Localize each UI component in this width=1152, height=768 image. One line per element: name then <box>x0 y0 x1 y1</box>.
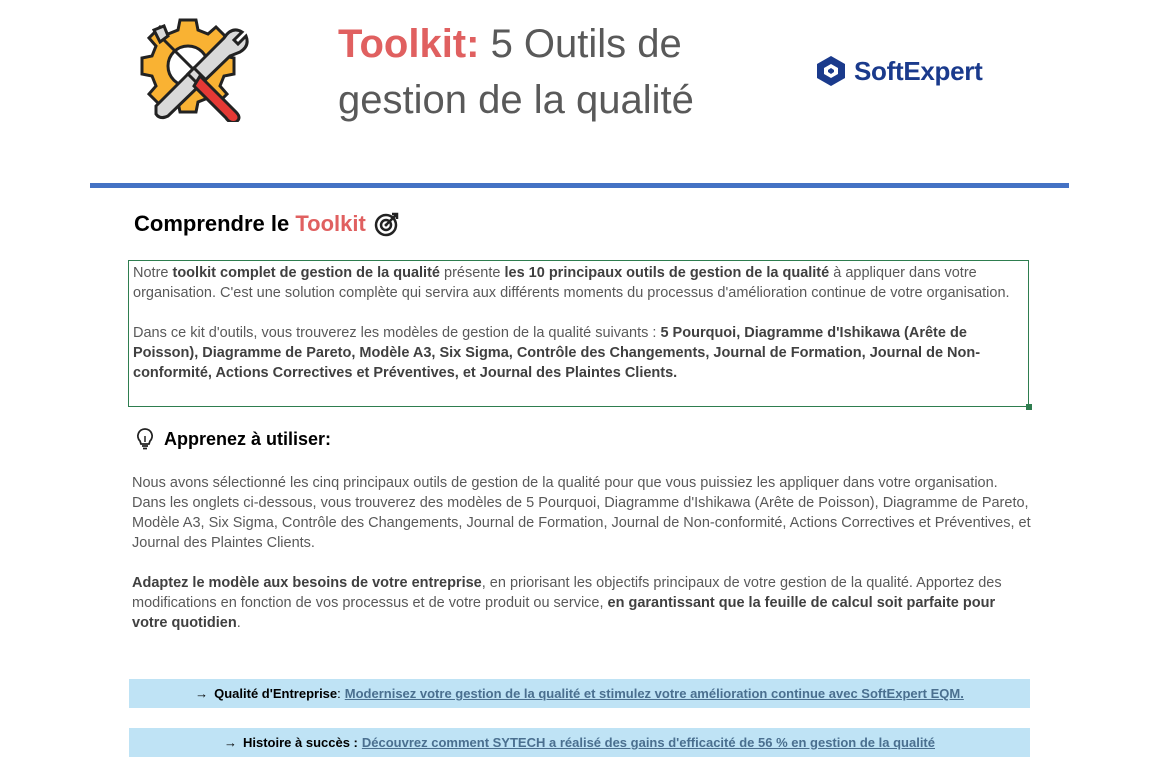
learn-text-c: en garantissant que la feuille de calcul soit parfaite pour votre quotidien <box>132 595 996 631</box>
intro-text-d: les 10 principaux outils de gestion de la qualité <box>504 265 830 281</box>
learn-paragraph-1: Nous avons sélectionné les cinq principaux outils de gestion de la qualité pour que vous puissiez les appliquer dans votre organisation. Dans les onglets ci-dessous, vous trouverez des modèles de 5 Pourquoi, Diagramme d'Ishikawa (Arête de Poisson), Diagramme de Pareto, Modèle A3, Six Sigma, Contrôle des Changements, Journal de Formation, Journal de Non-conformité, Actions Correctives et Préventives, et Journal des Plaintes Clients. <box>132 475 1031 551</box>
section-heading-learn <box>136 428 331 450</box>
section-heading-understand <box>134 211 400 237</box>
banner-enterprise-quality <box>129 679 1030 708</box>
templates-text-a: Dans ce kit d'outils, vous trouverez les modèles de gestion de la qualité suivants : <box>133 325 661 341</box>
title-line1: 5 Outils de <box>479 22 682 66</box>
learn-body <box>132 473 1032 633</box>
target-icon <box>374 211 400 237</box>
learn-text-a: Adaptez le modèle aux besoins de votre entreprise <box>132 575 482 591</box>
templates-paragraph <box>133 323 1024 383</box>
intro-paragraph <box>133 263 1024 303</box>
learn-text-b: , en priorisant les objectifs principaux de votre gestion de la qualité. Apportez des modifications en fonction de vos processus et de votre produit ou service, <box>132 575 1002 611</box>
intro-text-e: à appliquer dans votre organisation. C'est une solution complète qui servira aux différents moments du processus d'amélioration continue de votre organisation. <box>133 265 1010 301</box>
header-divider <box>90 183 1069 188</box>
intro-text-b: toolkit complet de gestion de la qualité <box>172 265 440 281</box>
heading-accent: Toolkit <box>295 211 366 236</box>
arrow-icon: → <box>223 735 237 750</box>
banner-separator: : <box>337 686 341 701</box>
learn-paragraph-2 <box>132 573 1032 633</box>
banner-link-sytech[interactable]: Découvrez comment SYTECH a réalisé des gains d'efficacité de 56 % en gestion de la qualité <box>361 735 935 750</box>
banner-success-story <box>129 728 1030 757</box>
title-line2: gestion de la qualité <box>338 78 694 122</box>
banner-label: Qualité d'Entreprise <box>214 686 338 701</box>
templates-text-b: 5 Pourquoi, Diagramme d'Ishikawa (Arête de Poisson), Diagramme de Pareto, Modèle A3, Six Sigma, Contrôle des Changements, Journal de Formation, Journal de Non-conformité, Actions Correctives et Préventives, et Journal des Plaintes Clients. <box>133 325 981 381</box>
brand-logo <box>814 54 982 88</box>
heading-prefix: Comprendre le <box>134 211 296 236</box>
cell-fill-handle[interactable] <box>1026 404 1032 410</box>
lightbulb-icon <box>136 428 154 450</box>
brand-name: SoftExpert <box>854 55 983 86</box>
intro-text-c: présente <box>439 265 505 281</box>
gear-wrench-screwdriver-icon <box>138 14 250 122</box>
banner-label: Histoire à succès : <box>242 735 358 750</box>
arrow-icon: → <box>195 686 209 701</box>
learn-text-d: . <box>236 615 241 631</box>
selected-cell-intro[interactable] <box>128 260 1029 407</box>
softexpert-hexagon-logo <box>814 54 848 88</box>
title-accent: Toolkit: <box>338 22 480 66</box>
page-title <box>338 16 694 128</box>
intro-text-a: Notre <box>133 265 173 281</box>
learn-heading-text: Apprenez à utiliser: <box>164 428 332 449</box>
banner-link-eqm[interactable]: Modernisez votre gestion de la qualité et stimulez votre amélioration continue avec SoftExpert EQM. <box>344 686 964 701</box>
